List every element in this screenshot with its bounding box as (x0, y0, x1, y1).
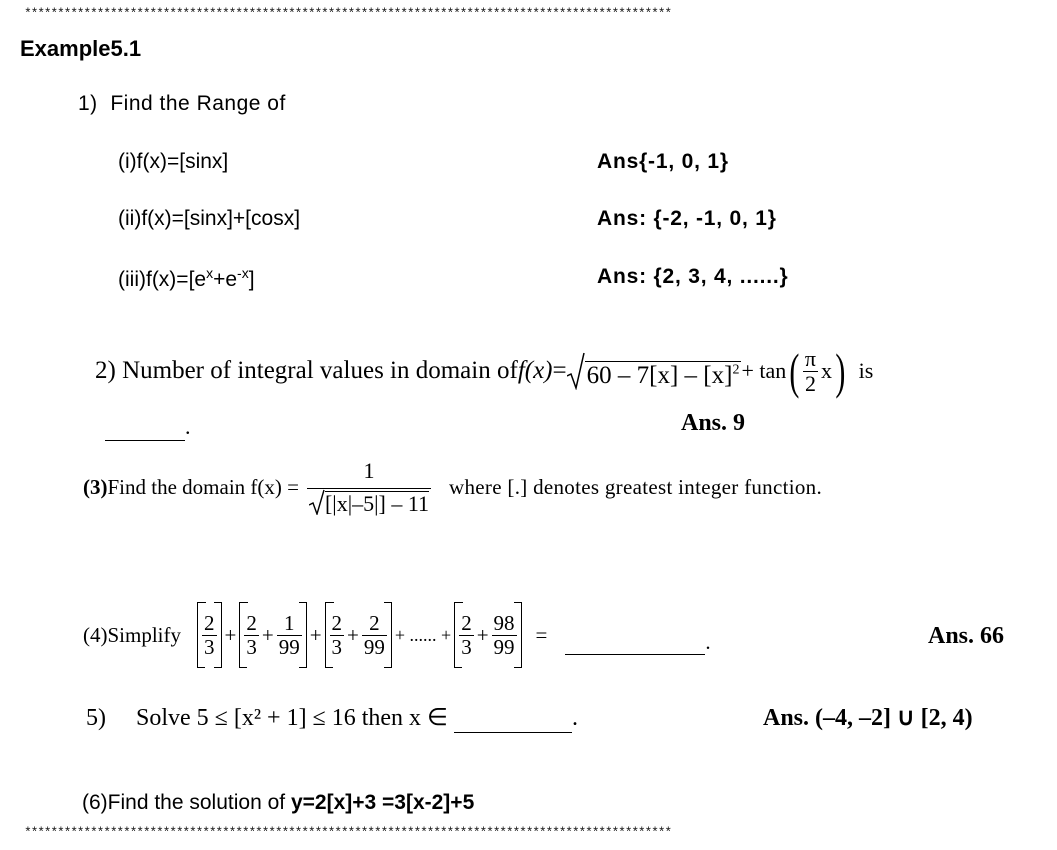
q2-blank-tail: . (185, 414, 191, 439)
q2-is: is (858, 358, 874, 383)
q1-part-iii-answer: Ans: {2, 3, 4, ......} (597, 265, 789, 288)
q4-t2a-den: 3 (246, 634, 257, 659)
q3-number: (3) (83, 474, 108, 499)
q4-term-1 (197, 602, 222, 668)
q1-part-iii-mid: +e (213, 268, 238, 291)
q5-number: 5) (86, 705, 106, 731)
q2-right-paren: ) (835, 343, 846, 399)
example-title: Example5.1 (20, 36, 142, 61)
q1-part-i-label: (i)f(x)=[sinx] (118, 150, 229, 173)
q1-part-iii-pre: (iii)f(x)=[e (118, 268, 207, 291)
q4-dots: + ...... + (394, 624, 452, 645)
q2-radicand: 60 – 7[x] – [x] (586, 362, 733, 389)
q3-numerator: 1 (363, 457, 375, 483)
q5-text: Solve 5 ≤ [x² + 1] ≤ 16 then x ∈ (136, 705, 448, 731)
q4-t4a-num: 2 (461, 611, 472, 636)
q4-t2b-num: 1 (283, 611, 295, 636)
q3-denominator: [|x|–5|] – 11 (324, 490, 430, 516)
q4-t4b-num: 98 (493, 611, 515, 636)
q2-pi: π (804, 346, 816, 372)
q4-inner-plus-4: + (476, 622, 489, 647)
q2-radical-sign (567, 352, 585, 390)
q2-blank-line (105, 414, 191, 441)
q1-part-ii-label: (ii)f(x)=[sinx]+[cosx] (118, 207, 301, 230)
q5-tail: . (571, 705, 578, 731)
q2-square: 2 (732, 362, 740, 378)
q4-tail: . (705, 629, 711, 654)
q4-label: (4)Simplify (83, 622, 181, 647)
q2-line (95, 336, 873, 406)
q4-term-2 (239, 602, 306, 668)
q2-pi-over-2 (803, 347, 818, 394)
q1-heading (78, 92, 286, 116)
q1-part-iii-sup2: -x (237, 265, 249, 281)
q5-blank (454, 705, 572, 733)
q5-answer: Ans. (–4, –2] ∪ [2, 4) (763, 705, 973, 731)
q6-line (82, 791, 474, 815)
q4-t3a-den: 3 (331, 634, 343, 659)
q1-part-iii-sup1: x (206, 265, 214, 281)
q4-t3b-den: 99 (363, 634, 385, 659)
q1-part-ii-answer: Ans: {-2, -1, 0, 1} (597, 207, 777, 230)
bottom-star-rule: ************************************************************************************************** (24, 825, 671, 840)
q1-part-i-answer: Ans{-1, 0, 1} (597, 150, 729, 173)
q2-two: 2 (804, 370, 816, 396)
q2-eq: = (552, 357, 567, 384)
q2-sqrt (567, 352, 742, 390)
q6-equation: y=2[x]+3 =3[x-2]+5 (290, 791, 475, 814)
top-star-rule: ************************************************************************************************** (24, 6, 671, 21)
q3-text: Find the domain f(x) = (107, 474, 299, 499)
q4-answer: Ans. 66 (928, 623, 1005, 649)
q4-term-3 (325, 602, 392, 668)
q3-post-text: where [.] denotes greatest integer function. (449, 474, 823, 499)
q2-text: 2) Number of integral values in domain of (95, 357, 518, 384)
q4-t3b-num: 2 (369, 611, 380, 636)
q4-equals: = (535, 622, 548, 647)
q4-inner-plus-3: + (347, 622, 359, 647)
q2-x: x (821, 358, 832, 383)
q4-t1-den: 3 (204, 634, 215, 659)
q4-inner-plus-2: + (261, 622, 274, 647)
q2-left-paren: ( (789, 343, 800, 399)
q4-line (83, 598, 711, 672)
q4-plus-1: + (224, 622, 237, 647)
q4-t1-num: 2 (204, 611, 215, 636)
q4-plus-2: + (309, 622, 322, 647)
q3-radical-sign (309, 489, 325, 515)
q4-term-4 (454, 602, 521, 668)
q4-t4b-den: 99 (493, 634, 515, 659)
q1-text: Find the Range of (110, 92, 286, 115)
q4-t2a-num: 2 (246, 611, 257, 636)
q1-number: 1) (78, 92, 98, 115)
q2-answer: Ans. 9 (681, 410, 746, 436)
q2-tan: + tan (741, 358, 787, 383)
q2-fx: f(x) (517, 357, 553, 384)
q5-line (86, 703, 578, 733)
q2-blank (105, 414, 185, 441)
q3-fraction (307, 459, 431, 515)
q3-denominator-box (307, 488, 431, 515)
q4-blank (565, 629, 705, 655)
q1-part-iii-label (118, 265, 255, 292)
q1-part-iii-post: ] (248, 268, 255, 291)
q4-t4a-den: 3 (461, 634, 472, 659)
q6-text: (6)Find the solution of (82, 791, 291, 814)
q3-line (83, 455, 822, 519)
q4-t3a-num: 2 (331, 611, 343, 636)
q4-t2b-den: 99 (278, 634, 300, 659)
